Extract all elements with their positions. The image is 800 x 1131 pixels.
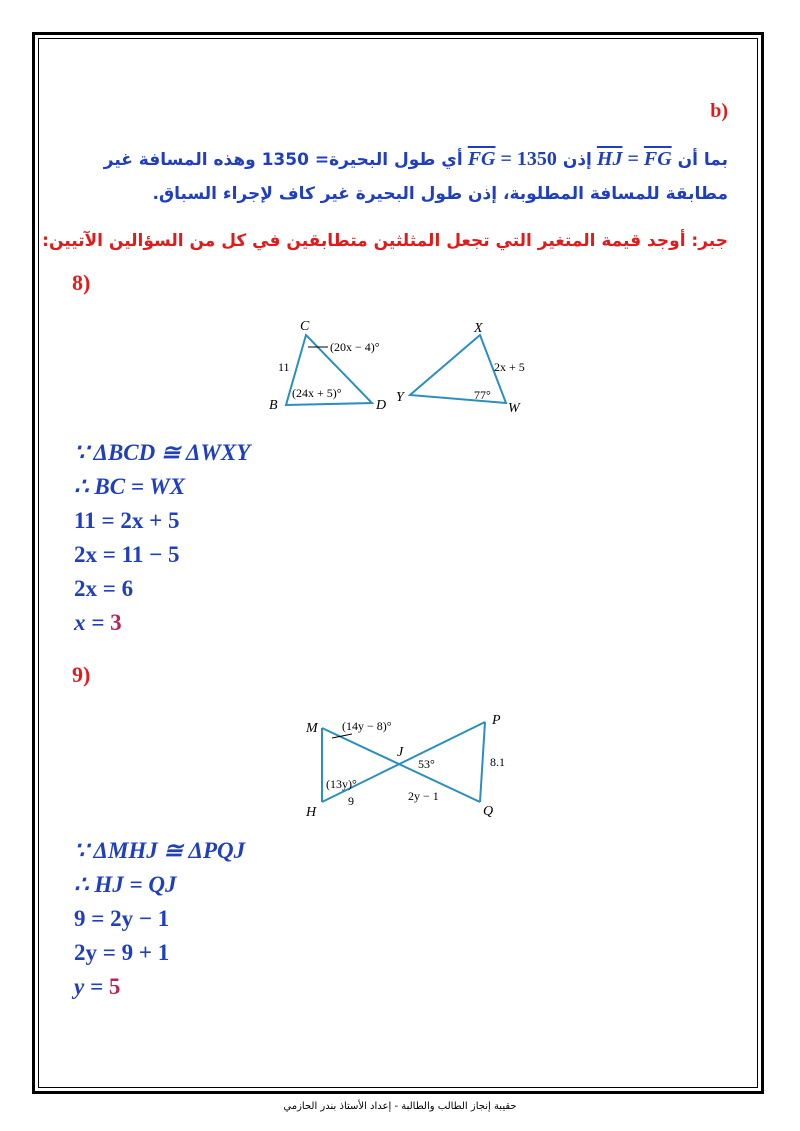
q8-answer-value: 3	[110, 610, 122, 635]
q8-step: ∴ BC = WX	[74, 474, 186, 499]
angle-h-label: (13y)°	[326, 777, 357, 791]
part-b-suffix: أي طول البحيرة= 1350 وهذه المسافة غير	[103, 150, 463, 170]
q9-answer-value: 5	[108, 974, 121, 999]
q9-answer	[74, 974, 245, 1008]
angle-m-label: (14y − 8)°	[342, 719, 392, 733]
part-b-fg-value	[463, 148, 557, 170]
fg-value: = 1350	[500, 148, 557, 170]
q9-step: 2y = 9 + 1	[74, 940, 170, 965]
q9-step: ∴ HJ = QJ	[74, 872, 177, 897]
part-b-mid: إذن	[562, 150, 592, 170]
q9-answer-var: y =	[74, 974, 104, 999]
algebra-header: جبر: أوجد قيمة المتغير التي تجعل المثلثين متطابقين في كل من السؤالين الآتيين:	[42, 231, 728, 251]
segment-hj: $\overline{HJ}$	[596, 148, 623, 170]
vertex-q: Q	[483, 804, 494, 819]
q8-step: 11 = 2x + 5	[74, 508, 180, 533]
q9-number: 9)	[72, 662, 91, 687]
q8-step: ∵ ΔBCD ≅ ΔWXY	[74, 440, 251, 465]
angle-j-label: 53°	[418, 757, 435, 771]
vertex-h: H	[306, 805, 317, 820]
q9-triangles-figure	[300, 712, 520, 822]
page-footer: حقيبة إنجاز الطالب والطالبة - إعداد الأستاذ بندر الحازمي	[283, 1101, 517, 1112]
side-pq-label: 8.1	[490, 755, 505, 769]
vertex-p: P	[492, 713, 501, 728]
vertex-d: D	[376, 398, 387, 413]
vertex-m: M	[306, 721, 318, 736]
vertex-c: C	[300, 319, 310, 334]
q9-solution	[74, 838, 245, 1008]
vertex-w: W	[508, 401, 520, 416]
side-xw-label: 2x + 5	[494, 360, 525, 374]
side-hj-label: 9	[348, 794, 354, 808]
segment-fg-2: $\overline{FG}$	[467, 148, 496, 170]
part-b-line2: مطابقة للمسافة المطلوبة، إذن طول البحيرة غير كاف لإجراء السباق.	[152, 184, 728, 204]
q8-step: 2x = 6	[74, 576, 134, 601]
q9-step: ∵ ΔMHJ ≅ ΔPQJ	[74, 838, 246, 863]
part-b-equation: $\overline{HJ} = \overline{FG}$	[596, 148, 672, 170]
triangle-xyw	[410, 335, 506, 403]
vertex-x: X	[474, 321, 483, 336]
part-b-label: (b	[710, 100, 728, 122]
q8-number: 8)	[72, 270, 91, 295]
segment-fg: $\overline{FG}$	[643, 148, 672, 170]
side-bc-label: 11	[278, 360, 290, 374]
angle-c-label: (20x − 4)°	[330, 340, 380, 354]
vertex-y: Y	[396, 390, 404, 405]
angle-b-label: (24x + 5)°	[292, 386, 342, 400]
q8-step: 2x = 11 − 5	[74, 542, 180, 567]
q8-answer-var: x =	[74, 610, 105, 635]
part-b-line1	[68, 148, 728, 171]
q8-triangles-figure	[260, 315, 550, 420]
vertex-b: B	[269, 398, 278, 413]
q8-answer	[74, 610, 250, 644]
angle-w-label: 77°	[474, 388, 491, 402]
part-b-prefix: بما أن	[677, 150, 728, 170]
q9-step: 9 = 2y − 1	[74, 906, 170, 931]
vertex-j: J	[397, 745, 404, 760]
q8-solution	[74, 440, 250, 644]
side-jq-label: 2y − 1	[408, 789, 439, 803]
